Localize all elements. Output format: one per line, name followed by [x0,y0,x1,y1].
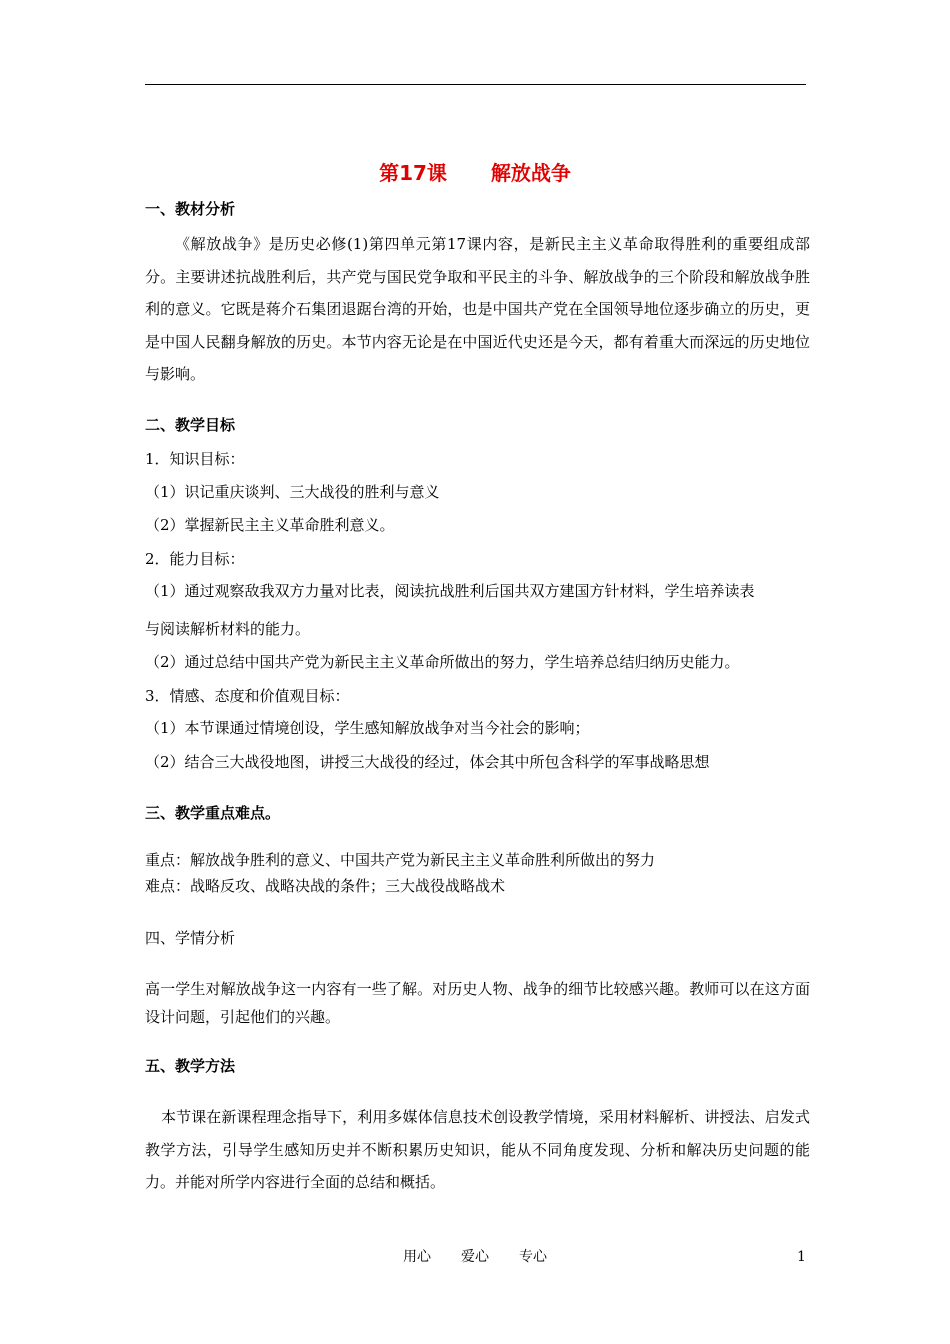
footer-word-1: 用心 [403,1249,431,1265]
footer-word-3: 专心 [519,1249,547,1265]
header-rule [145,84,806,85]
section-heading-methods: 五、教学方法 [145,1057,236,1075]
section-heading-key-points: 三、教学重点难点。 [145,804,281,822]
ability-objective-1-line-2: 与阅读解析材料的能力。 [145,620,311,638]
difficulty-line: 难点：战略反攻、战略决战的条件；三大战役战略战术 [145,877,506,895]
analysis-paragraph: 《解放战争》是历史必修(1)第四单元第17课内容，是新民主主义革命取得胜利的重要组成部分。主要讲述抗战胜利后，共产党与国民党争取和平民主的斗争、解放战争的三个阶段和解放战争胜利的意义。它既是蒋介石集团退踞台湾的开始，也是中国共产党在全国领导地位逐步确立的历史，更是中国人民翻身解放的历史。本节内容无论是在中国近代史还是今天，都有着重大而深远的历史地位与影响。 [145,235,810,383]
lesson-topic: 解放战争 [490,161,571,185]
section-heading-objectives: 二、教学目标 [145,416,236,434]
section-heading-students: 四、学情分析 [145,929,236,947]
students-paragraph: 高一学生对解放战争这一内容有一些了解。对历史人物、战争的细节比较感兴趣。教师可以在这方面设计问题，引起他们的兴趣。 [145,980,810,1026]
emotion-objective-2: （2）结合三大战役地图，讲授三大战役的经过，体会其中所包含科学的军事战略思想 [145,753,710,771]
knowledge-objective-2: （2）掌握新民主主义革命胜利意义。 [145,516,395,534]
footer-word-2: 爱心 [461,1249,489,1265]
emotion-objective-title: 3．情感、态度和价值观目标： [145,687,350,705]
ability-objective-2: （2）通过总结中国共产党为新民主主义革命所做出的努力，学生培养总结归纳历史能力。 [145,653,740,671]
footer-motto [0,1247,950,1267]
page-number: 1 [797,1249,806,1265]
ability-objective-title: 2．能力目标： [145,550,245,568]
emotion-objective-1: （1）本节课通过情境创设，学生感知解放战争对当今社会的影响； [145,719,590,737]
lesson-number: 第17课 [379,161,447,185]
knowledge-objective-1: （1）识记重庆谈判、三大战役的胜利与意义 [145,483,440,501]
ability-objective-1-line-1: （1）通过观察敌我双方力量对比表，阅读抗战胜利后国共双方建国方针材料，学生培养读表 [145,582,755,600]
methods-paragraph: 本节课在新课程理念指导下，利用多媒体信息技术创设教学情境，采用材料解析、讲授法、启发式教学方法，引导学生感知历史并不断积累历史知识，能从不同角度发现、分析和解决历史问题的能力。并能对所学内容进行全面的总结和概括。 [145,1108,810,1191]
key-point-line: 重点：解放战争胜利的意义、中国共产党为新民主主义革命胜利所做出的努力 [145,851,656,869]
page-title [0,158,950,188]
section-heading-analysis: 一、教材分析 [145,200,236,218]
knowledge-objective-title: 1．知识目标： [145,450,245,468]
